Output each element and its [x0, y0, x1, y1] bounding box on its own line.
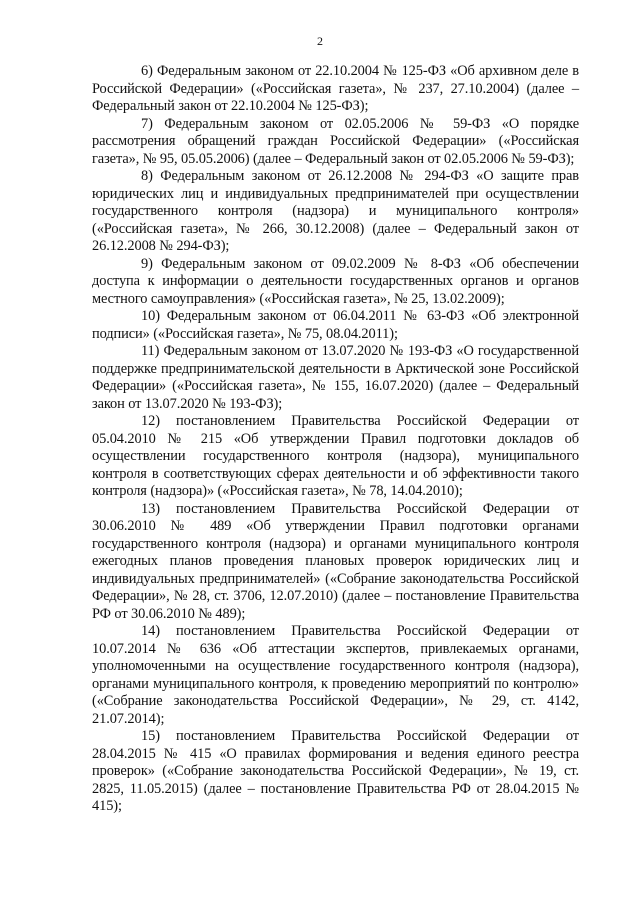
list-item-14: 14) постановлением Правительства Российской Федерации от 10.07.2014 № 636 «Об аттестации экспертов, привлекаемых органами, уполномоченными на осуществление государственного контроля (надзора), органами муниципального контроля, к проведению мероприятий по контролю» («Собрание законодательства Российской Федерации», № 29, ст. 4142, 21.07.2014); [92, 623, 579, 727]
list-item-12: 12) постановлением Правительства Российской Федерации от 05.04.2010 № 215 «Об утверждении Правил подготовки докладов об осуществлении государственного контроля (надзора), муниципального контроля в соответствующих сферах деятельности и об эффективности такого контроля (надзора)» («Российская газета», № 78, 14.04.2010); [92, 413, 579, 499]
list-item-13: 13) постановлением Правительства Российской Федерации от 30.06.2010 № 489 «Об утверждении Правил подготовки органами государственного контроля (надзора) и органами муниципального контроля ежегодных планов проведения плановых проверок юридических лиц и индивидуальных предпринимателей» («Собрание законодательства Российской Федерации», № 28, ст. 3706, 12.07.2010) (далее – постановление Правительства РФ от 30.06.2010 № 489); [92, 500, 579, 622]
list-item-8: 8) Федеральным законом от 26.12.2008 № 294-ФЗ «О защите прав юридических лиц и индивидуальных предпринимателей при осуществлении государственного контроля (надзора) и муниципального контроля» («Российская газета», № 266, 30.12.2008) (далее – Федеральный закон от 26.12.2008 № 294-ФЗ); [92, 168, 579, 254]
list-item-15: 15) постановлением Правительства Российской Федерации от 28.04.2015 № 415 «О правилах формирования и ведения единого реестра проверок» («Собрание законодательства Российской Федерации», № 19, ст. 2825, 11.05.2015) (далее – постановление Правительства РФ от 28.04.2015 № 415); [92, 728, 579, 814]
list-item-10: 10) Федеральным законом от 06.04.2011 № 63-ФЗ «Об электронной подписи» («Российская газета», № 75, 08.04.2011); [92, 308, 579, 342]
list-item-9: 9) Федеральным законом от 09.02.2009 № 8-ФЗ «Об обеспечении доступа к информации о деятельности государственных органов и органов местного самоуправления» («Российская газета», № 25, 13.02.2009); [92, 255, 579, 307]
list-item-7: 7) Федеральным законом от 02.05.2006 № 59-ФЗ «О порядке рассмотрения обращений граждан Российской Федерации» («Российская газета», № 95, 05.05.2006) (далее – Федеральный закон от 02.05.2006 № 59-ФЗ); [92, 115, 579, 167]
document-body [92, 63, 579, 816]
list-item-6: 6) Федеральным законом от 22.10.2004 № 125-ФЗ «Об архивном деле в Российской Федерации» («Российская газета», № 237, 27.10.2004) (далее – Федеральный закон от 22.10.2004 № 125-ФЗ); [92, 63, 579, 114]
list-item-11: 11) Федеральным законом от 13.07.2020 № 193-ФЗ «О государственной поддержке предпринимательской деятельности в Арктической зоне Российской Федерации» («Российская газета», № 155, 16.07.2020) (далее – Федеральный закон от 13.07.2020 № 193-ФЗ); [92, 343, 579, 412]
page-number: 2 [317, 34, 323, 48]
